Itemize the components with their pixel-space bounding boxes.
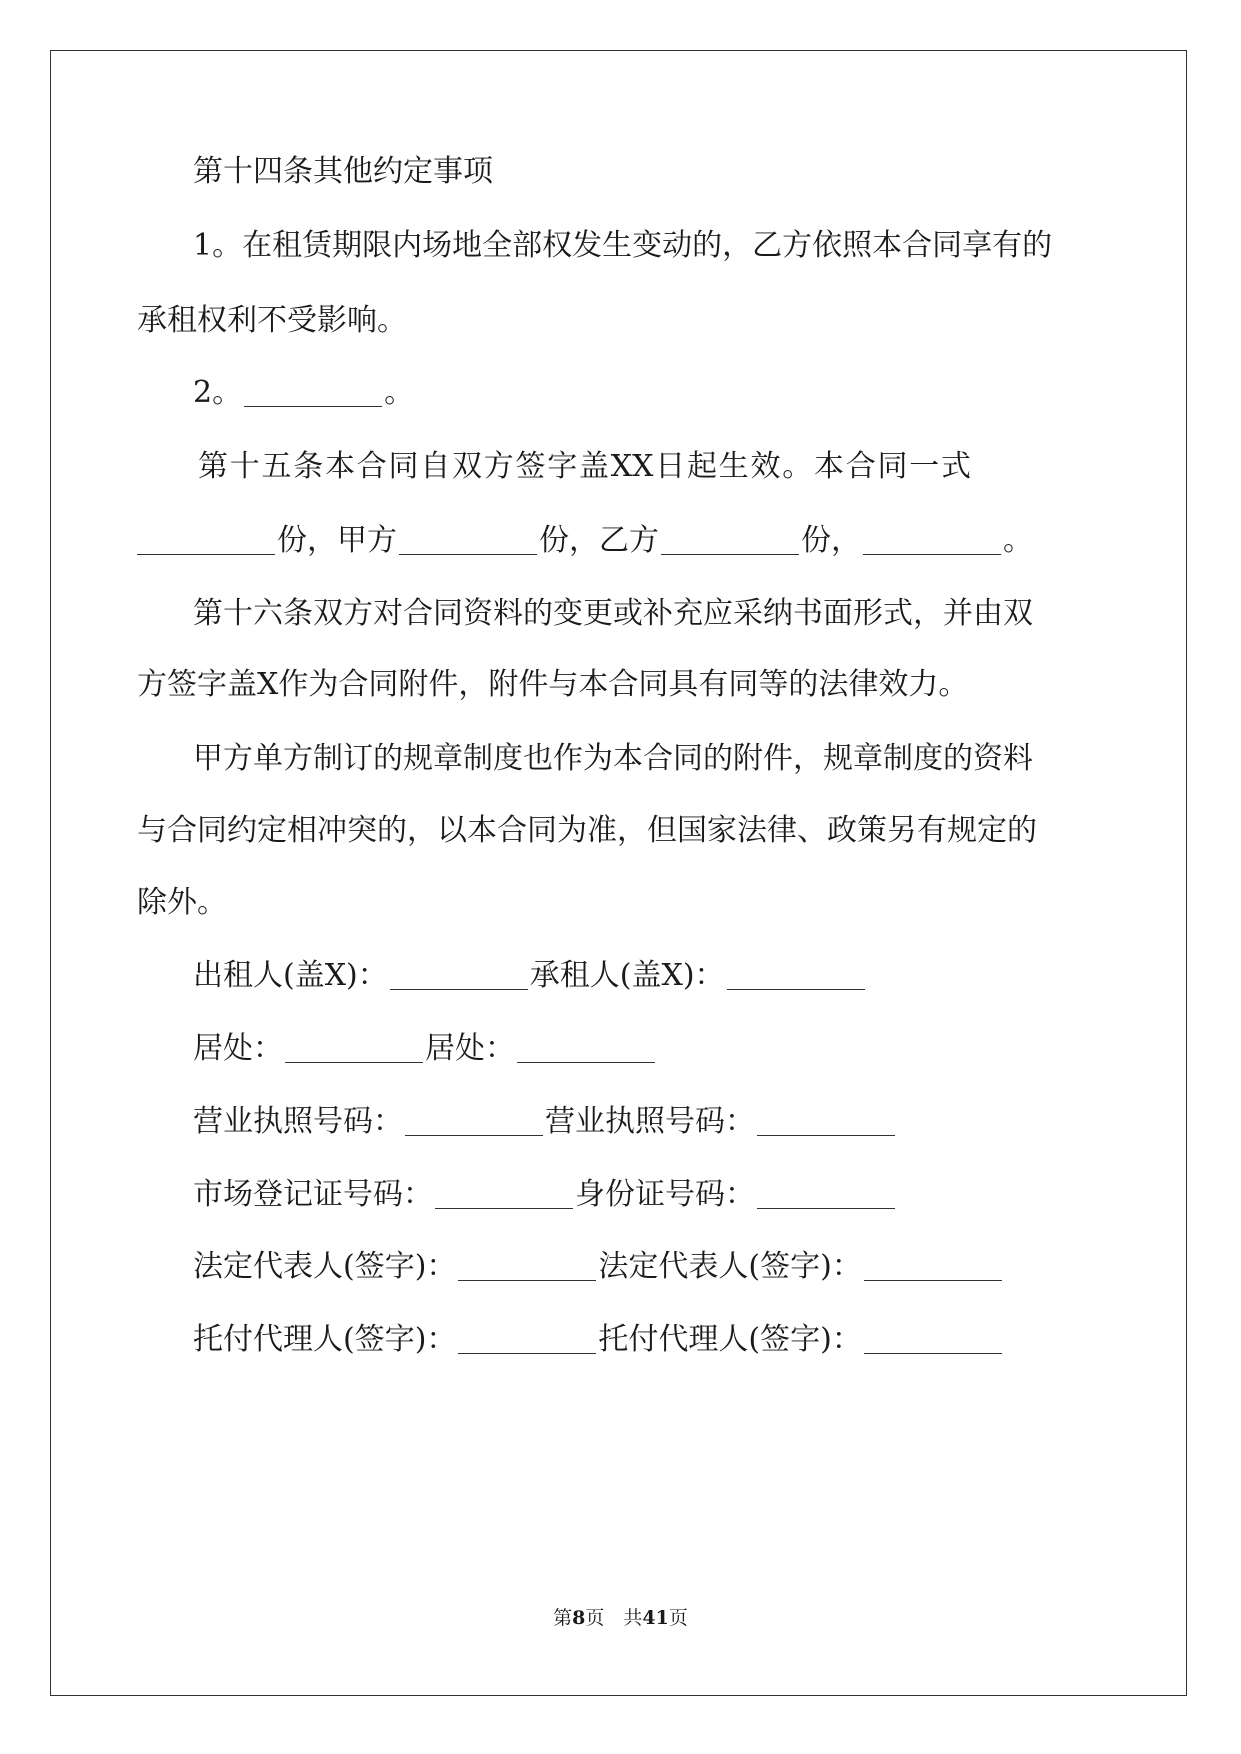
copies-other-blank [863,524,1001,555]
copies-party-b-blank [661,524,799,555]
agent-blank-a[interactable] [458,1323,596,1354]
lessee-label: 承租人(盖X)： [529,958,725,993]
license-label-b: 营业执照号码： [545,1104,755,1139]
article-16-line-2: 方签字盖X作为合同附件，附件与本合同具有同等的法律效力。 [137,667,969,702]
total-pages: 41 [642,1607,669,1629]
legal-rep-label-a: 法定代表人(签字)： [193,1249,457,1284]
legal-rep-row [193,1247,1004,1287]
agent-row [193,1320,1004,1360]
license-label-a: 营业执照号码： [193,1104,403,1139]
agent-label-a: 托付代理人(签字)： [193,1322,457,1357]
page-border [50,50,1187,1696]
article-14-title: 第十四条其他约定事项 [193,154,493,189]
copies-end: 。 [1003,523,1033,558]
id-card-blank[interactable] [757,1178,895,1209]
item-2 [193,373,414,413]
item-2-end: 。 [384,375,415,410]
lessee-blank[interactable] [727,959,865,990]
copies-party-a-blank [399,524,537,555]
item-1-line-2: 承租权利不受影响。 [137,303,407,338]
address-label-b: 居处： [425,1031,515,1066]
lessor-lessee-row [193,956,867,996]
page-number: 8 [572,1607,586,1629]
copies-total-blank [137,524,275,555]
article-16-line-1: 第十六条双方对合同资料的变更或补充应采纳书面形式，并由双 [193,596,1033,631]
item-1-line-1: 1。在租赁期限内场地全部权发生变动的，乙方依照本合同享有的 [193,228,1053,263]
footer-prefix: 第 [553,1607,573,1629]
address-blank-b[interactable] [517,1032,655,1063]
legal-rep-label-b: 法定代表人(签字)： [598,1249,862,1284]
license-blank-b[interactable] [757,1105,895,1136]
copies-text-1: 份，甲方 [277,523,397,558]
lessor-label: 出租人(盖X)： [193,958,388,993]
address-label-a: 居处： [193,1031,283,1066]
registration-row [193,1175,897,1215]
rules-line-1: 甲方单方制订的规章制度也作为本合同的附件，规章制度的资料 [193,741,1033,776]
footer-mid: 页 共 [585,1607,643,1629]
agent-label-b: 托付代理人(签字)： [598,1322,862,1357]
page-footer [0,1606,1241,1630]
legal-rep-blank-a[interactable] [458,1250,596,1281]
lessor-blank[interactable] [390,959,528,990]
id-card-label: 身份证号码： [575,1177,755,1212]
article-15-copies [135,521,1033,561]
rules-line-3: 除外。 [137,885,227,920]
legal-rep-blank-b[interactable] [864,1250,1002,1281]
market-reg-blank[interactable] [435,1178,573,1209]
agent-blank-b[interactable] [864,1323,1002,1354]
market-reg-label: 市场登记证号码： [193,1177,433,1212]
license-blank-a[interactable] [405,1105,543,1136]
copies-text-2: 份，乙方 [539,523,659,558]
item-2-number: 2。 [193,375,243,410]
address-blank-a[interactable] [285,1032,423,1063]
item-2-blank [244,376,382,407]
article-15-line-1: 第十五条本合同自双方签字盖XX日起生效。本合同一式 [198,449,971,484]
copies-text-3: 份， [801,523,861,558]
rules-line-2: 与合同约定相冲突的，以本合同为准，但国家法律、政策另有规定的 [137,813,1037,848]
address-row [193,1029,657,1069]
footer-suffix: 页 [668,1607,688,1629]
license-row [193,1102,897,1142]
